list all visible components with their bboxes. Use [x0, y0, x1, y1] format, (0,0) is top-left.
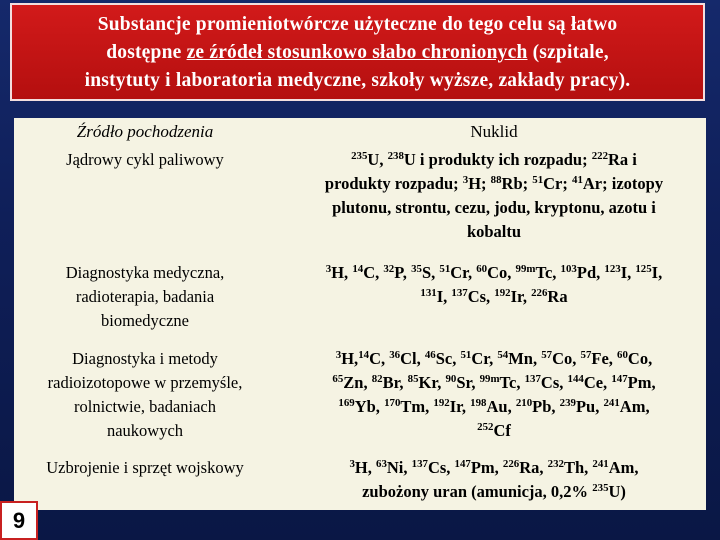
title-line-2 — [12, 39, 703, 67]
nuclide-cell-1: $^3$H, $^{14}$C, $^{32}$P, $^{35}$S, $^{51}$Cr, $^{60}$Co, $^{99m}$Tc, $^{103}$Pd, $^{123}$I, $^{125}$I, $^{131}$I, $^{137}$Cs, $^{192}$Ir, $^{226}$Ra — [325, 263, 663, 306]
source-line: rolnictwie, badaniach — [73, 397, 217, 416]
header-source: Źródło pochodzenia — [76, 122, 214, 141]
title-line-2-underlined: ze źródeł stosunkowo słabo chronionych — [186, 42, 528, 63]
slide-title — [10, 3, 705, 101]
nuclide-source-table — [14, 118, 706, 510]
source-cell-3 — [14, 456, 276, 480]
title-line-2-post: (szpitale, — [527, 42, 609, 63]
source-cell-1 — [14, 261, 276, 333]
source-cell-2 — [14, 347, 276, 443]
source-line: Uzbrojenie i sprzęt wojskowy — [46, 458, 244, 477]
nuclide-cell-2: $^3$H,$^{14}$C, $^{36}$Cl, $^{46}$Sc, $^{51}$Cr, $^{54}$Mn, $^{57}$Co, $^{57}$Fe, $^{60}$Co, $^{65}$Zn, $^{82}$Br, $^{85}$Kr, $^{90}$Sr, $^{99m}$Tc, $^{137}$Cs, $^{144}$Ce, $^{147}$Pm, $^{169}$Yb, $^{170}$Tm, $^{192}$Ir, $^{198}$Au, $^{210}$Pb, $^{239}$Pu, $^{241}$Am, $^{252}$Cf — [332, 349, 656, 440]
source-line: Diagnostyka medyczna, — [65, 263, 225, 282]
nuclide-cell-3: $^3$H, $^{63}$Ni, $^{137}$Cs, $^{147}$Pm, $^{226}$Ra, $^{232}$Th, $^{241}$Am, zubożony uran (amunicja, 0,2% $^{235}$U) — [349, 458, 639, 501]
header-nuclide: Nuklid — [470, 122, 518, 141]
source-line: radioizotopowe w przemyśle, — [47, 373, 243, 392]
page-number: 9 — [0, 501, 38, 540]
title-line-1: Substancje promieniotwórcze użyteczne do tego celu są łatwo — [97, 14, 618, 35]
title-line-2-pre: dostępne — [106, 42, 187, 63]
source-cell-0 — [14, 148, 276, 172]
source-line: biomedyczne — [101, 311, 189, 330]
title-line-3: instytuty i laboratoria medyczne, szkoły wyższe, zakłady pracy). — [84, 70, 631, 91]
nuclide-cell-0: $^{235}$U, $^{238}$U i produkty ich rozpadu; $^{222}$Ra i produkty rozpadu; $^3$H; $^{88}$Rb; $^{51}$Cr; $^{41}$Ar; izotopy plutonu, strontu, cezu, jodu, kryptonu, azotu i kobaltu — [324, 150, 664, 241]
source-line: naukowych — [106, 421, 184, 440]
source-line: Diagnostyka i metody — [72, 349, 218, 368]
source-line: Jądrowy cykl paliwowy — [66, 150, 224, 169]
source-line: radioterapia, badania — [75, 287, 215, 306]
